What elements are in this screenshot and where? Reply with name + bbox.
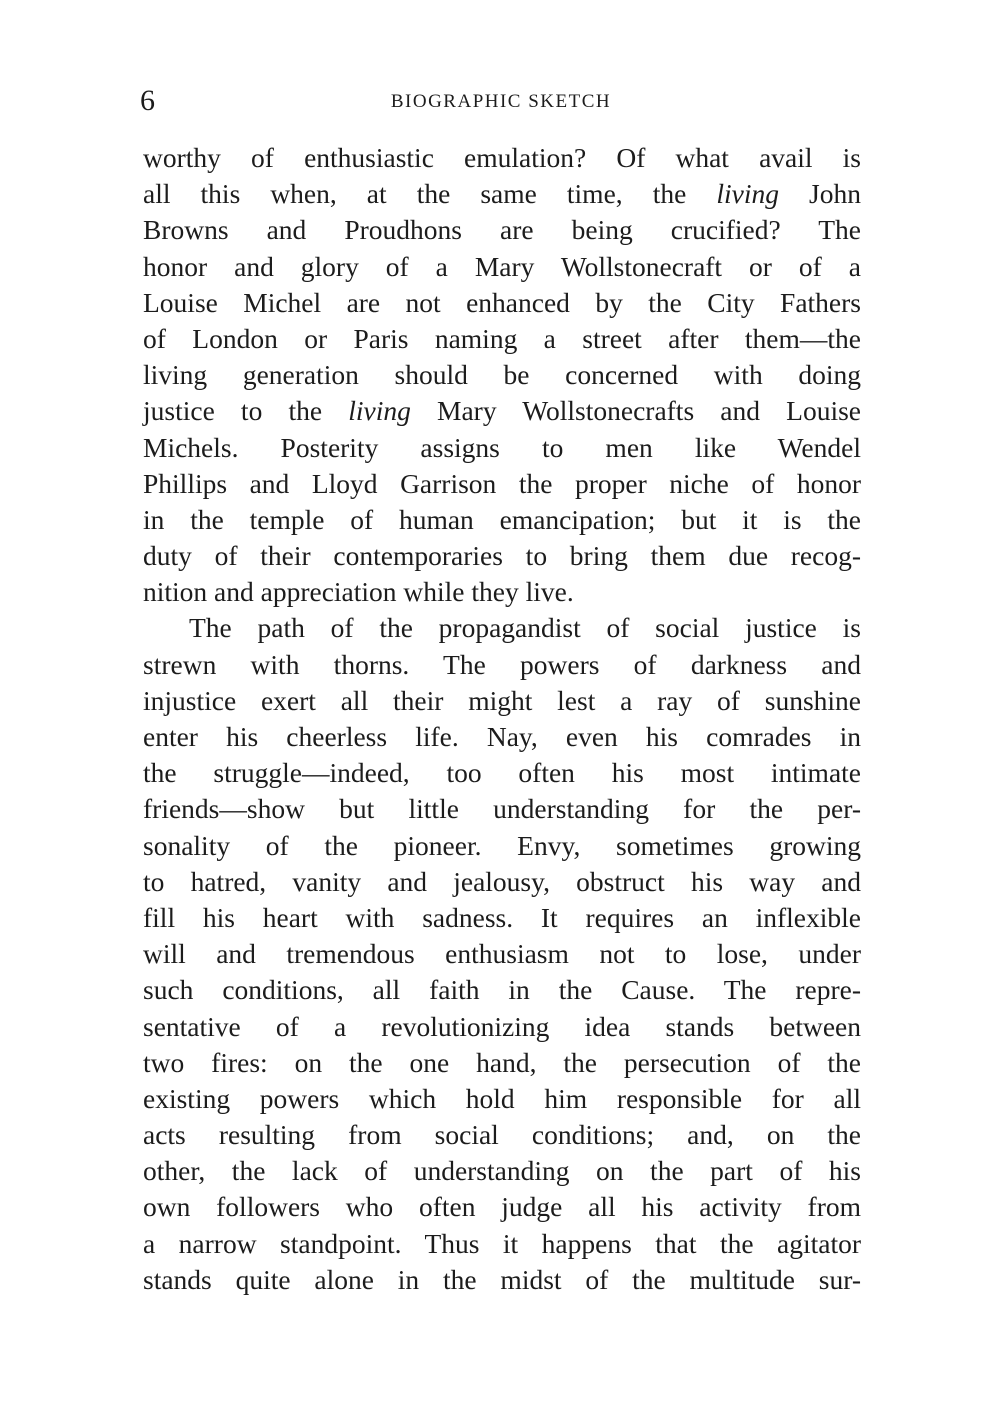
text-line: fill his heart with sadness. It requires an inflexible <box>143 901 861 933</box>
text-line: will and tremendous enthusiasm not to lose, under <box>143 938 861 970</box>
text-line: living generation should be concerned with doing <box>143 359 861 391</box>
running-head-title: BIOGRAPHIC SKETCH <box>390 91 612 112</box>
text-line: injustice exert all their might lest a ray of sunshine <box>143 684 861 716</box>
italic-emphasis: living <box>716 178 779 210</box>
body-text <box>143 140 861 1298</box>
text-line: a narrow standpoint. Thus it happens that the agitator <box>143 1227 861 1259</box>
text-line: of London or Paris naming a street after them—the <box>143 322 861 354</box>
paragraph <box>143 140 861 610</box>
text-line: Michels. Posterity assigns to men like Wendel <box>143 431 861 463</box>
text-line: other, the lack of understanding on the part of his <box>143 1155 861 1187</box>
text-line: Browns and Proudhons are being crucified? The <box>143 214 861 246</box>
text-line: worthy of enthusiastic emulation? Of what avail is <box>143 142 861 173</box>
text-line: stands quite alone in the midst of the multitude sur- <box>143 1263 861 1295</box>
text-line: Louise Michel are not enhanced by the City Fathers <box>143 286 861 318</box>
page-number: 6 <box>140 84 155 117</box>
text-line: honor and glory of a Mary Wollstonecraft or of a <box>143 250 861 282</box>
running-head <box>140 84 862 124</box>
text-line: friends—show but little understanding for the per- <box>143 793 861 825</box>
text-line: justice to the living Mary Wollstonecrafts and Louise <box>143 395 861 427</box>
text-line: nition and appreciation while they live. <box>143 576 574 608</box>
paragraph <box>143 610 861 1298</box>
italic-emphasis: living <box>348 395 411 427</box>
text-line: The path of the propagandist of social justice is <box>189 612 861 644</box>
text-line: sentative of a revolutionizing idea stands between <box>143 1010 861 1042</box>
text-line: in the temple of human emancipation; but it is the <box>143 503 861 535</box>
text-line: strewn with thorns. The powers of darkness and <box>143 648 861 680</box>
text-line: acts resulting from social conditions; and, on the <box>143 1119 861 1151</box>
text-line: enter his cheerless life. Nay, even his comrades in <box>143 721 861 752</box>
text-line: existing powers which hold him responsible for all <box>143 1082 861 1114</box>
text-line: duty of their contemporaries to bring them due recog- <box>143 540 861 572</box>
text-line: all this when, at the same time, the living John <box>143 178 861 210</box>
text-line: the struggle—indeed, too often his most intimate <box>143 757 861 789</box>
text-line: such conditions, all faith in the Cause. The repre- <box>143 974 861 1006</box>
text-line: to hatred, vanity and jealousy, obstruct his way and <box>143 865 861 897</box>
text-line: two fires: on the one hand, the persecution of the <box>143 1046 861 1078</box>
text-line: sonality of the pioneer. Envy, sometimes growing <box>143 829 861 861</box>
text-line: Phillips and Lloyd Garrison the proper niche of honor <box>143 467 861 499</box>
text-line: own followers who often judge all his activity from <box>143 1191 861 1223</box>
